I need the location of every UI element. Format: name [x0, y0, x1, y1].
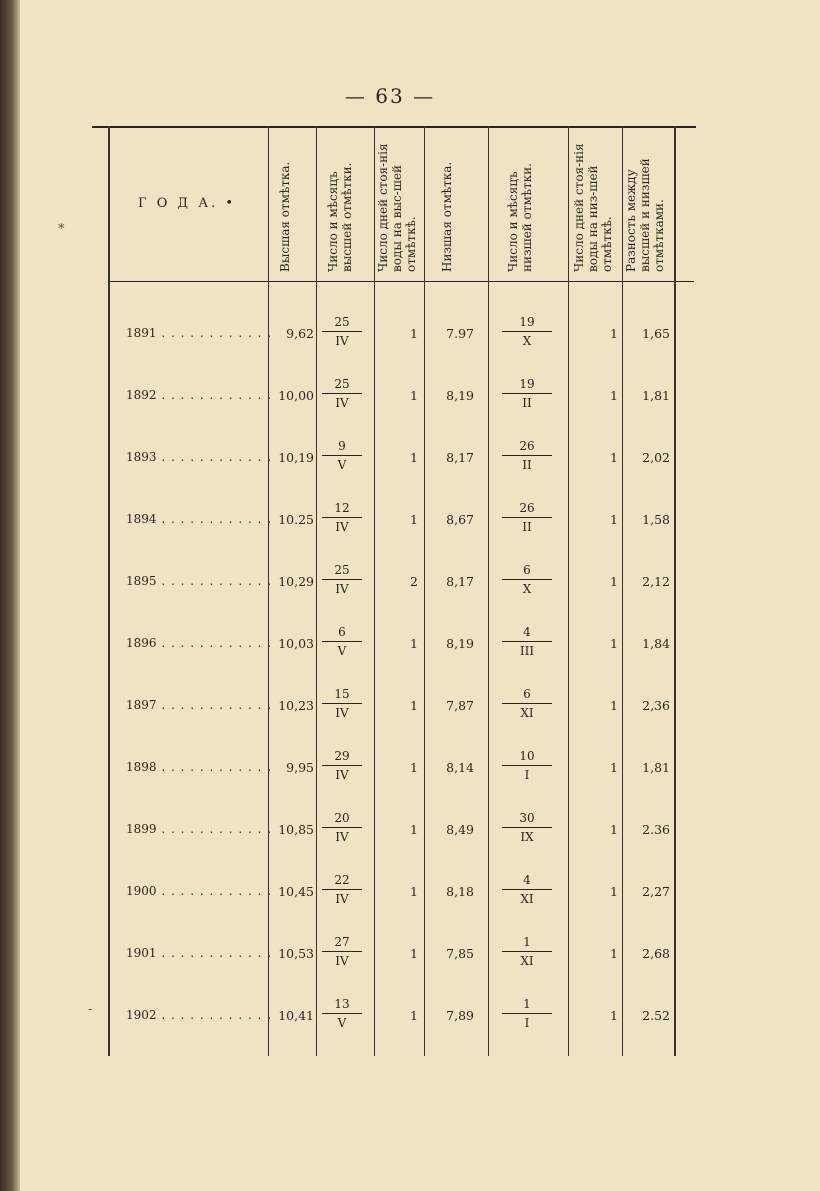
column-divider [568, 126, 569, 1056]
fraction-day: 9 [338, 439, 346, 453]
high-mark-cell: 10.25 [278, 512, 314, 527]
low-date-fraction [502, 562, 552, 597]
high-mark-cell: 10,19 [278, 450, 314, 465]
fraction-bar [502, 331, 552, 332]
fraction-bar [322, 455, 362, 456]
year-cell: 1897 . . . [126, 698, 276, 712]
header-high-days: Число дней стоя-нія воды на выс-шей отмѣткѣ. [376, 143, 418, 272]
low-mark-cell: 8,67 [446, 512, 474, 527]
low-date-fraction [502, 314, 552, 349]
low-date-fraction [502, 624, 552, 659]
fraction-day: 4 [523, 873, 531, 887]
low-date-fraction [502, 500, 552, 535]
year-cell: 1899 . . . [126, 822, 276, 836]
column-divider [622, 126, 623, 1056]
fraction-bar [322, 517, 362, 518]
high-mark-cell: 10,03 [278, 636, 314, 651]
header-divider [108, 281, 694, 282]
low-days-cell: 1 [610, 760, 618, 775]
low-mark-cell: 8,49 [446, 822, 474, 837]
low-days-cell: 1 [610, 574, 618, 589]
high-days-cell: 1 [410, 636, 418, 651]
fraction-month: IV [335, 334, 349, 348]
header-low-date: Число и мѣсяцъ низшей отмѣтки. [506, 163, 534, 272]
high-days-cell: 1 [410, 698, 418, 713]
fraction-month: IV [335, 954, 349, 968]
low-days-cell: 1 [610, 450, 618, 465]
year-cell: 1901 . . . [126, 946, 276, 960]
high-mark-cell: 9,95 [286, 760, 314, 775]
fraction-bar [502, 579, 552, 580]
fraction-day: 25 [334, 563, 350, 577]
column-divider [374, 126, 375, 1056]
fraction-day: 27 [334, 935, 350, 949]
high-date-fraction [322, 562, 362, 597]
fraction-bar [502, 951, 552, 952]
column-divider [488, 126, 489, 1056]
year-cell: 1898 . . . [126, 760, 276, 774]
high-date-fraction [322, 934, 362, 969]
column-divider [316, 126, 317, 1056]
high-mark-cell: 10,53 [278, 946, 314, 961]
header-difference: Разность между высшей и низшей отмѣтками. [624, 158, 666, 272]
fraction-day: 4 [523, 625, 531, 639]
year-cell: 1892 . . . [126, 388, 276, 402]
high-date-fraction [322, 376, 362, 411]
fraction-day: 6 [523, 563, 531, 577]
low-days-cell: 1 [610, 822, 618, 837]
margin-mark-asterisk: * [58, 222, 65, 237]
fraction-day: 26 [519, 501, 535, 515]
difference-cell: 1,81 [642, 388, 670, 403]
difference-cell: 2,27 [642, 884, 670, 899]
fraction-month: IV [335, 396, 349, 410]
low-mark-cell: 7,89 [446, 1008, 474, 1023]
difference-cell: 2,12 [642, 574, 670, 589]
fraction-month: IV [335, 768, 349, 782]
difference-cell: 1,81 [642, 760, 670, 775]
difference-cell: 1,58 [642, 512, 670, 527]
table-top-rule [92, 126, 696, 128]
fraction-month: II [522, 396, 532, 410]
table-left-border [108, 126, 110, 1056]
low-days-cell: 1 [610, 946, 618, 961]
fraction-month: X [522, 334, 532, 348]
fraction-day: 25 [334, 315, 350, 329]
fraction-month: IV [335, 706, 349, 720]
year-cell: 1902 . . . [126, 1008, 276, 1022]
low-days-cell: 1 [610, 1008, 618, 1023]
fraction-bar [322, 331, 362, 332]
high-mark-cell: 10,23 [278, 698, 314, 713]
difference-cell: 2,36 [642, 698, 670, 713]
high-mark-cell: 10,45 [278, 884, 314, 899]
column-divider [268, 126, 269, 1056]
page-number: — 63 — [344, 84, 436, 108]
high-date-fraction [322, 686, 362, 721]
high-days-cell: 1 [410, 946, 418, 961]
header-low-mark: Низшая отмѣтка. [440, 161, 454, 272]
low-date-fraction [502, 872, 552, 907]
fraction-month: XI [520, 954, 534, 968]
fraction-month: II [522, 458, 532, 472]
fraction-bar [502, 765, 552, 766]
low-date-fraction [502, 376, 552, 411]
difference-cell: 1,84 [642, 636, 670, 651]
fraction-bar [502, 517, 552, 518]
high-date-fraction [322, 872, 362, 907]
difference-cell: 2,02 [642, 450, 670, 465]
high-date-fraction [322, 500, 362, 535]
high-days-cell: 1 [410, 1008, 418, 1023]
fraction-bar [322, 641, 362, 642]
table-right-border [674, 126, 676, 1056]
high-date-fraction [322, 748, 362, 783]
high-days-cell: 1 [410, 512, 418, 527]
high-date-fraction [322, 996, 362, 1031]
fraction-bar [502, 1013, 552, 1014]
fraction-month: XI [520, 706, 534, 720]
fraction-month: I [524, 768, 530, 782]
low-days-cell: 1 [610, 388, 618, 403]
fraction-month: XI [520, 892, 534, 906]
fraction-month: IV [335, 582, 349, 596]
fraction-day: 1 [523, 935, 531, 949]
high-date-fraction [322, 624, 362, 659]
fraction-day: 1 [523, 997, 531, 1011]
low-mark-cell: 8,14 [446, 760, 474, 775]
column-divider [424, 126, 425, 1056]
fraction-month: IV [335, 520, 349, 534]
high-mark-cell: 10,29 [278, 574, 314, 589]
fraction-day: 26 [519, 439, 535, 453]
fraction-bar [502, 393, 552, 394]
header-high-date: Число и мѣсяцъ высшей отмѣтки. [326, 162, 354, 272]
fraction-month: III [519, 644, 535, 658]
high-mark-cell: 10,00 [278, 388, 314, 403]
year-cell: 1891 . . . [126, 326, 276, 340]
low-mark-cell: 7,87 [446, 698, 474, 713]
fraction-bar [502, 889, 552, 890]
fraction-day: 10 [519, 749, 535, 763]
low-date-fraction [502, 810, 552, 845]
low-mark-cell: 8,19 [446, 636, 474, 651]
year-cell: 1900 . . . [126, 884, 276, 898]
header-high-mark: Высшая отмѣтка. [278, 161, 292, 272]
fraction-day: 25 [334, 377, 350, 391]
fraction-bar [502, 827, 552, 828]
header-low-days: Число дней стоя-нія воды на низ-шей отмѣткѣ. [572, 143, 614, 272]
low-date-fraction [502, 438, 552, 473]
fraction-day: 20 [334, 811, 350, 825]
fraction-bar [502, 641, 552, 642]
fraction-month: IV [335, 892, 349, 906]
water-levels-table [108, 126, 694, 1056]
low-days-cell: 1 [610, 636, 618, 651]
fraction-bar [502, 455, 552, 456]
high-mark-cell: 10,85 [278, 822, 314, 837]
fraction-bar [322, 765, 362, 766]
high-mark-cell: 9,62 [286, 326, 314, 341]
high-date-fraction [322, 810, 362, 845]
margin-mark-dash: - [88, 1002, 93, 1017]
low-date-fraction [502, 686, 552, 721]
low-mark-cell: 8,19 [446, 388, 474, 403]
high-days-cell: 1 [410, 884, 418, 899]
high-days-cell: 1 [410, 760, 418, 775]
fraction-bar [322, 951, 362, 952]
fraction-month: I [524, 1016, 530, 1030]
fraction-month: IV [335, 830, 349, 844]
low-days-cell: 1 [610, 326, 618, 341]
fraction-day: 6 [523, 687, 531, 701]
fraction-bar [322, 703, 362, 704]
low-mark-cell: 7.97 [446, 326, 474, 341]
year-cell: 1896 . . . [126, 636, 276, 650]
high-date-fraction [322, 314, 362, 349]
high-days-cell: 2 [410, 574, 418, 589]
fraction-month: V [337, 644, 347, 658]
fraction-bar [322, 827, 362, 828]
year-cell: 1895 . . . [126, 574, 276, 588]
difference-cell: 2.52 [642, 1008, 670, 1023]
low-days-cell: 1 [610, 698, 618, 713]
high-date-fraction [322, 438, 362, 473]
low-date-fraction [502, 996, 552, 1031]
year-cell: 1894 . . . [126, 512, 276, 526]
low-mark-cell: 8,17 [446, 574, 474, 589]
book-spine-shadow [0, 0, 20, 1191]
high-days-cell: 1 [410, 822, 418, 837]
high-mark-cell: 10,41 [278, 1008, 314, 1023]
high-days-cell: 1 [410, 326, 418, 341]
fraction-month: V [337, 1016, 347, 1030]
fraction-bar [322, 393, 362, 394]
low-mark-cell: 7,85 [446, 946, 474, 961]
fraction-month: X [522, 582, 532, 596]
fraction-bar [322, 1013, 362, 1014]
low-date-fraction [502, 934, 552, 969]
fraction-day: 6 [338, 625, 346, 639]
fraction-day: 19 [519, 377, 535, 391]
low-mark-cell: 8,18 [446, 884, 474, 899]
fraction-month: IX [520, 830, 534, 844]
difference-cell: 1,65 [642, 326, 670, 341]
year-cell: 1893 . . . [126, 450, 276, 464]
fraction-month: II [522, 520, 532, 534]
years-header: Г О Д А. • [138, 196, 237, 211]
high-days-cell: 1 [410, 450, 418, 465]
low-days-cell: 1 [610, 512, 618, 527]
fraction-bar [502, 703, 552, 704]
difference-cell: 2.36 [642, 822, 670, 837]
high-days-cell: 1 [410, 388, 418, 403]
fraction-day: 13 [334, 997, 350, 1011]
low-date-fraction [502, 748, 552, 783]
fraction-bar [322, 579, 362, 580]
fraction-day: 19 [519, 315, 535, 329]
fraction-day: 30 [519, 811, 535, 825]
fraction-month: V [337, 458, 347, 472]
fraction-day: 22 [334, 873, 350, 887]
low-mark-cell: 8,17 [446, 450, 474, 465]
fraction-bar [322, 889, 362, 890]
fraction-day: 29 [334, 749, 350, 763]
fraction-day: 15 [334, 687, 350, 701]
difference-cell: 2,68 [642, 946, 670, 961]
fraction-day: 12 [334, 501, 350, 515]
low-days-cell: 1 [610, 884, 618, 899]
